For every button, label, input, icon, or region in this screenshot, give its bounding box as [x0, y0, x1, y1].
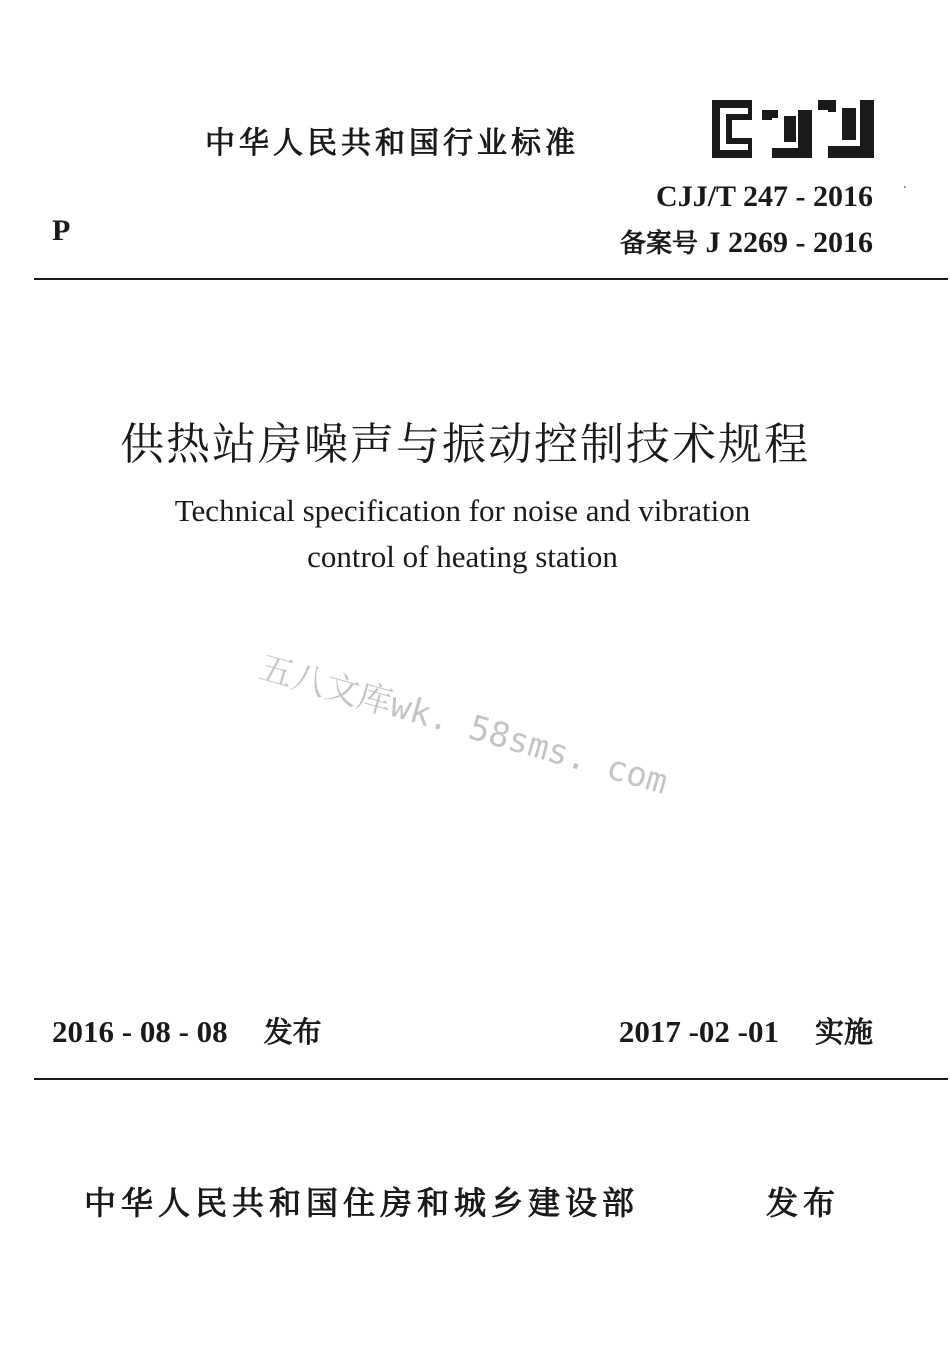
publisher-name: 中华人民共和国住房和城乡建设部: [84, 1184, 640, 1222]
record-value: J 2269 - 2016: [705, 226, 873, 259]
implementation-date-value: 2017 -02 -01: [618, 1014, 779, 1049]
classification-letter: P: [52, 214, 71, 247]
top-divider: [34, 278, 948, 280]
watermark: 五八文库wk. 58sms. com: [254, 647, 673, 803]
issue-date: [52, 1010, 322, 1051]
publisher-action: 发布: [766, 1184, 841, 1222]
print-speck: [904, 186, 906, 188]
cjj-logo: [712, 100, 874, 158]
record-label: 备案号: [619, 229, 698, 259]
english-title-line-1: Technical specification for noise and vibration: [174, 493, 751, 528]
record-number: [620, 223, 873, 260]
implementation-date-label: 实施: [814, 1015, 873, 1049]
implementation-date: [619, 1010, 873, 1051]
standard-category-heading: 中华人民共和国行业标准: [205, 126, 579, 161]
bottom-divider: [34, 1078, 948, 1080]
issue-date-label: 发布: [263, 1015, 322, 1049]
english-title-line-2: control of heating station: [307, 539, 618, 574]
issue-date-value: 2016 - 08 - 08: [52, 1014, 228, 1049]
english-title: [0, 488, 925, 580]
standard-number: CJJ/T 247 - 2016: [656, 180, 873, 213]
chinese-title: 供热站房噪声与振动控制技术规程: [120, 419, 810, 470]
